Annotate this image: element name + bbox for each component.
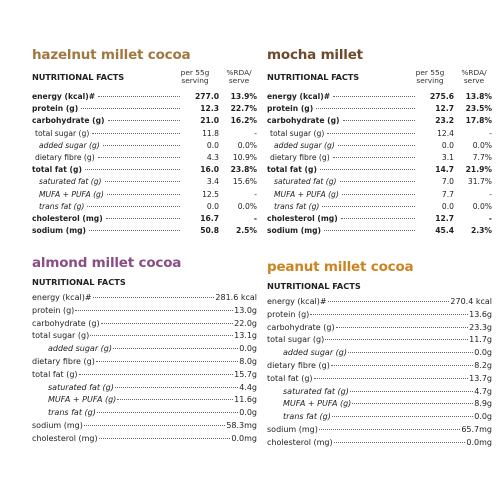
row-rda: 21.9% [465, 165, 492, 175]
leader-dots [99, 438, 231, 439]
table-row [32, 293, 257, 306]
leader-dots [108, 120, 181, 121]
leader-dots [106, 218, 180, 219]
hazelnut-col-rda: %RDA/ serve [226, 68, 252, 85]
row-rda: 17.8% [465, 116, 492, 126]
table-row [32, 306, 257, 319]
row-serving: 12.3 [200, 104, 219, 114]
almond-nf-label: NUTRITIONAL FACTS [32, 277, 126, 287]
row-name: energy (kcal)# [267, 92, 331, 101]
row-value: 13.0g [234, 305, 257, 315]
row-rda: 13.9% [230, 92, 257, 101]
almond-rows [32, 293, 257, 447]
row-value: 13.6g [469, 309, 492, 319]
mocha-panel [267, 46, 492, 238]
row-value: 4.7g [474, 386, 492, 396]
row-name: MUFA + PUFA (g) [48, 395, 117, 405]
leader-dots [322, 206, 415, 207]
row-rda: 0.0% [472, 140, 492, 150]
leader-dots [341, 218, 415, 219]
leader-dots [314, 378, 469, 379]
row-serving: 277.0 [194, 92, 219, 101]
leader-dots [348, 352, 473, 353]
mocha-rows [267, 92, 492, 238]
hazelnut-rows [32, 92, 257, 238]
row-rda: 0.0% [237, 201, 257, 211]
mocha-col-serving: per 55g serving [415, 68, 445, 85]
row-value: 0.0g [239, 408, 257, 418]
table-row [267, 141, 492, 153]
row-name: saturated fat (g) [39, 177, 102, 187]
table-row [267, 116, 492, 128]
leader-dots [75, 310, 233, 311]
leader-dots [342, 194, 415, 195]
row-value: 22.0g [234, 318, 257, 328]
row-name: trans fat (g) [283, 412, 331, 422]
leader-dots [79, 374, 234, 375]
table-row [32, 129, 257, 141]
leader-dots [336, 327, 469, 328]
row-name: cholesterol (mg) [32, 433, 98, 443]
row-name: MUFA + PUFA (g) [39, 189, 104, 199]
peanut-rows [267, 297, 492, 451]
row-name: total sugar (g) [35, 128, 90, 138]
leader-dots [331, 365, 473, 366]
row-name: protein (g) [32, 305, 75, 315]
row-value: 11.6g [234, 395, 257, 405]
peanut-panel [267, 258, 492, 451]
leader-dots [113, 348, 238, 349]
row-serving: 3.1 [441, 152, 454, 162]
row-rda: - [254, 128, 257, 138]
leader-dots [332, 416, 473, 417]
table-row [267, 387, 492, 400]
row-rda: 15.6% [232, 177, 257, 187]
row-name: cholesterol (mg) [267, 437, 333, 447]
table-row [32, 104, 257, 116]
table-row [32, 331, 257, 344]
row-serving: 12.5 [202, 189, 219, 199]
row-serving: 16.0 [200, 165, 219, 175]
row-serving: 12.4 [437, 128, 454, 138]
leader-dots [350, 391, 473, 392]
row-value: 8.2g [474, 360, 492, 370]
row-rda: 0.0% [237, 140, 257, 150]
mocha-header [267, 69, 492, 89]
table-row [267, 92, 492, 104]
leader-dots [105, 181, 180, 182]
row-name: cholesterol (mg) [32, 213, 103, 223]
leader-dots [334, 442, 466, 443]
table-row [32, 116, 257, 128]
almond-title: almond millet cocoa [32, 255, 182, 271]
row-name: carbohydrate (g) [32, 318, 100, 328]
table-row [32, 165, 257, 177]
table-row [32, 177, 257, 189]
row-name: dietary fibre (g) [270, 152, 330, 162]
row-name: saturated fat (g) [283, 386, 349, 396]
row-name: sodium (mg) [267, 424, 318, 434]
row-value: 0.0g [474, 412, 492, 422]
table-row [267, 177, 492, 189]
table-row [32, 226, 257, 238]
leader-dots [316, 108, 415, 109]
mocha-col-rda: %RDA/ serve [461, 68, 487, 85]
row-serving: 16.7 [200, 213, 219, 223]
leader-dots [93, 297, 215, 298]
hazelnut-header [32, 69, 257, 89]
row-name: cholesterol (mg) [267, 213, 338, 223]
leader-dots [333, 96, 415, 97]
row-name: total sugar (g) [32, 331, 90, 341]
row-name: added sugar (g) [283, 348, 347, 358]
table-row [267, 153, 492, 165]
row-name: trans fat (g) [274, 201, 320, 211]
row-name: carbohydrate (g) [32, 116, 105, 126]
row-name: trans fat (g) [39, 201, 85, 211]
leader-dots [327, 133, 415, 134]
row-value: 11.7g [469, 335, 492, 345]
row-value: 23.3g [469, 322, 492, 332]
row-value: 8.9g [474, 399, 492, 409]
leader-dots [328, 301, 450, 302]
table-row [32, 214, 257, 226]
table-row [32, 395, 257, 408]
leader-dots [320, 169, 415, 170]
table-row [267, 374, 492, 387]
row-serving: 11.8 [202, 128, 219, 138]
row-rda: - [488, 213, 492, 223]
table-row [267, 348, 492, 361]
row-serving: 7.7 [441, 189, 454, 199]
table-row [267, 310, 492, 323]
row-rda: 16.2% [230, 116, 257, 126]
table-row [267, 165, 492, 177]
row-name: dietary fibre (g) [35, 152, 95, 162]
leader-dots [85, 169, 180, 170]
leader-dots [340, 181, 415, 182]
row-name: saturated fat (g) [274, 177, 337, 187]
row-name: saturated fat (g) [48, 382, 114, 392]
row-value: 270.4 kcal [450, 297, 492, 306]
table-row [32, 383, 257, 396]
row-name: protein (g) [267, 104, 314, 114]
leader-dots [96, 361, 238, 362]
table-row [267, 129, 492, 141]
row-rda: - [489, 189, 492, 199]
row-value: 281.6 kcal [215, 293, 257, 302]
row-serving: 0.0 [441, 140, 454, 150]
mocha-title: mocha millet [267, 47, 363, 63]
leader-dots [107, 194, 180, 195]
table-row [32, 370, 257, 383]
leader-dots [338, 145, 415, 146]
row-value: 15.7g [234, 369, 257, 379]
row-name: total fat (g) [267, 373, 313, 383]
leader-dots [97, 412, 238, 413]
leader-dots [115, 387, 238, 388]
row-value: 4.4g [239, 382, 257, 392]
peanut-title: peanut millet cocoa [267, 259, 414, 275]
table-row [267, 323, 492, 336]
row-serving: 0.0 [206, 140, 219, 150]
row-name: energy (kcal)# [267, 297, 327, 306]
row-serving: 0.0 [441, 201, 454, 211]
table-row [32, 153, 257, 165]
row-serving: 7.0 [441, 177, 454, 187]
table-row [32, 421, 257, 434]
row-rda: 23.5% [465, 104, 492, 114]
table-row [32, 190, 257, 202]
table-row [267, 226, 492, 238]
table-row [267, 214, 492, 226]
row-value: 8.0g [239, 356, 257, 366]
row-name: total fat (g) [32, 369, 78, 379]
leader-dots [81, 108, 180, 109]
leader-dots [333, 157, 415, 158]
row-name: sodium (mg) [32, 226, 87, 236]
table-row [32, 344, 257, 357]
row-serving: 0.0 [206, 201, 219, 211]
row-rda: 22.7% [230, 104, 257, 114]
table-row [32, 319, 257, 332]
row-rda: - [253, 213, 257, 223]
row-serving: 12.7 [435, 104, 454, 114]
leader-dots [89, 230, 180, 231]
table-row [32, 434, 257, 447]
leader-dots [98, 96, 180, 97]
row-rda: 10.9% [232, 152, 257, 162]
mocha-nf-label: NUTRITIONAL FACTS [267, 72, 360, 82]
row-name: sodium (mg) [267, 226, 322, 236]
table-row [267, 438, 492, 451]
row-rda: 23.8% [230, 165, 257, 175]
table-row [267, 361, 492, 374]
row-name: total sugar (g) [267, 335, 325, 345]
row-serving: 21.0 [200, 116, 219, 126]
row-serving: 45.4 [435, 226, 454, 236]
table-row [32, 141, 257, 153]
row-name: protein (g) [267, 309, 310, 319]
row-rda: - [489, 128, 492, 138]
leader-dots [84, 425, 225, 426]
table-row [32, 92, 257, 104]
row-name: trans fat (g) [48, 408, 96, 418]
row-value: 0.0g [239, 344, 257, 354]
table-row [32, 202, 257, 214]
hazelnut-panel [32, 46, 257, 238]
table-row [267, 202, 492, 214]
row-value: 65.7mg [461, 424, 492, 434]
row-value: 0.0mg [466, 437, 492, 447]
row-name: total fat (g) [32, 165, 82, 175]
row-name: MUFA + PUFA (g) [283, 399, 352, 409]
table-row [32, 408, 257, 421]
leader-dots [352, 403, 473, 404]
row-serving: 4.3 [206, 152, 219, 162]
row-name: energy (kcal)# [32, 92, 96, 101]
leader-dots [92, 133, 180, 134]
almond-panel [32, 254, 257, 447]
leader-dots [101, 323, 234, 324]
row-serving: 23.2 [435, 116, 454, 126]
row-name: protein (g) [32, 104, 79, 114]
row-rda: 13.8% [465, 92, 492, 101]
row-name: added sugar (g) [48, 344, 112, 354]
row-value: 13.1g [234, 331, 257, 341]
leader-dots [325, 339, 468, 340]
row-rda: 2.3% [470, 226, 492, 236]
row-serving: 50.8 [200, 226, 219, 236]
row-name: added sugar (g) [274, 140, 335, 150]
row-name: energy (kcal)# [32, 293, 92, 302]
table-row [267, 104, 492, 116]
hazelnut-col-serving: per 55g serving [180, 68, 210, 85]
row-name: total sugar (g) [270, 128, 325, 138]
row-name: total fat (g) [267, 165, 317, 175]
leader-dots [319, 429, 460, 430]
table-row [267, 297, 492, 310]
leader-dots [90, 335, 233, 336]
row-name: carbohydrate (g) [267, 322, 335, 332]
table-row [267, 412, 492, 425]
row-serving: 14.7 [435, 165, 454, 175]
hazelnut-title: hazelnut millet cocoa [32, 47, 191, 63]
leader-dots [103, 145, 180, 146]
leader-dots [343, 120, 416, 121]
table-row [267, 190, 492, 202]
row-serving: 275.6 [429, 92, 454, 101]
row-rda: 31.7% [467, 177, 492, 187]
table-row [267, 399, 492, 412]
row-name: dietary fibre (g) [267, 360, 330, 370]
leader-dots [310, 314, 468, 315]
row-rda: 0.0% [472, 201, 492, 211]
table-row [267, 335, 492, 348]
row-serving: 3.4 [206, 177, 219, 187]
row-name: sodium (mg) [32, 420, 83, 430]
row-value: 13.7g [469, 373, 492, 383]
row-rda: - [254, 189, 257, 199]
table-row [267, 425, 492, 438]
row-name: MUFA + PUFA (g) [274, 189, 339, 199]
row-value: 58.3mg [226, 420, 257, 430]
row-name: carbohydrate (g) [267, 116, 340, 126]
row-rda: 7.7% [472, 152, 492, 162]
row-name: added sugar (g) [39, 140, 100, 150]
leader-dots [87, 206, 180, 207]
row-value: 0.0mg [231, 433, 257, 443]
hazelnut-nf-label: NUTRITIONAL FACTS [32, 72, 125, 82]
row-value: 0.0g [474, 348, 492, 358]
table-row [32, 357, 257, 370]
peanut-nf-label: NUTRITIONAL FACTS [267, 281, 361, 291]
row-name: dietary fibre (g) [32, 356, 95, 366]
leader-dots [98, 157, 180, 158]
row-serving: 12.7 [435, 213, 454, 223]
leader-dots [324, 230, 415, 231]
row-rda: 2.5% [235, 226, 257, 236]
leader-dots [117, 399, 233, 400]
